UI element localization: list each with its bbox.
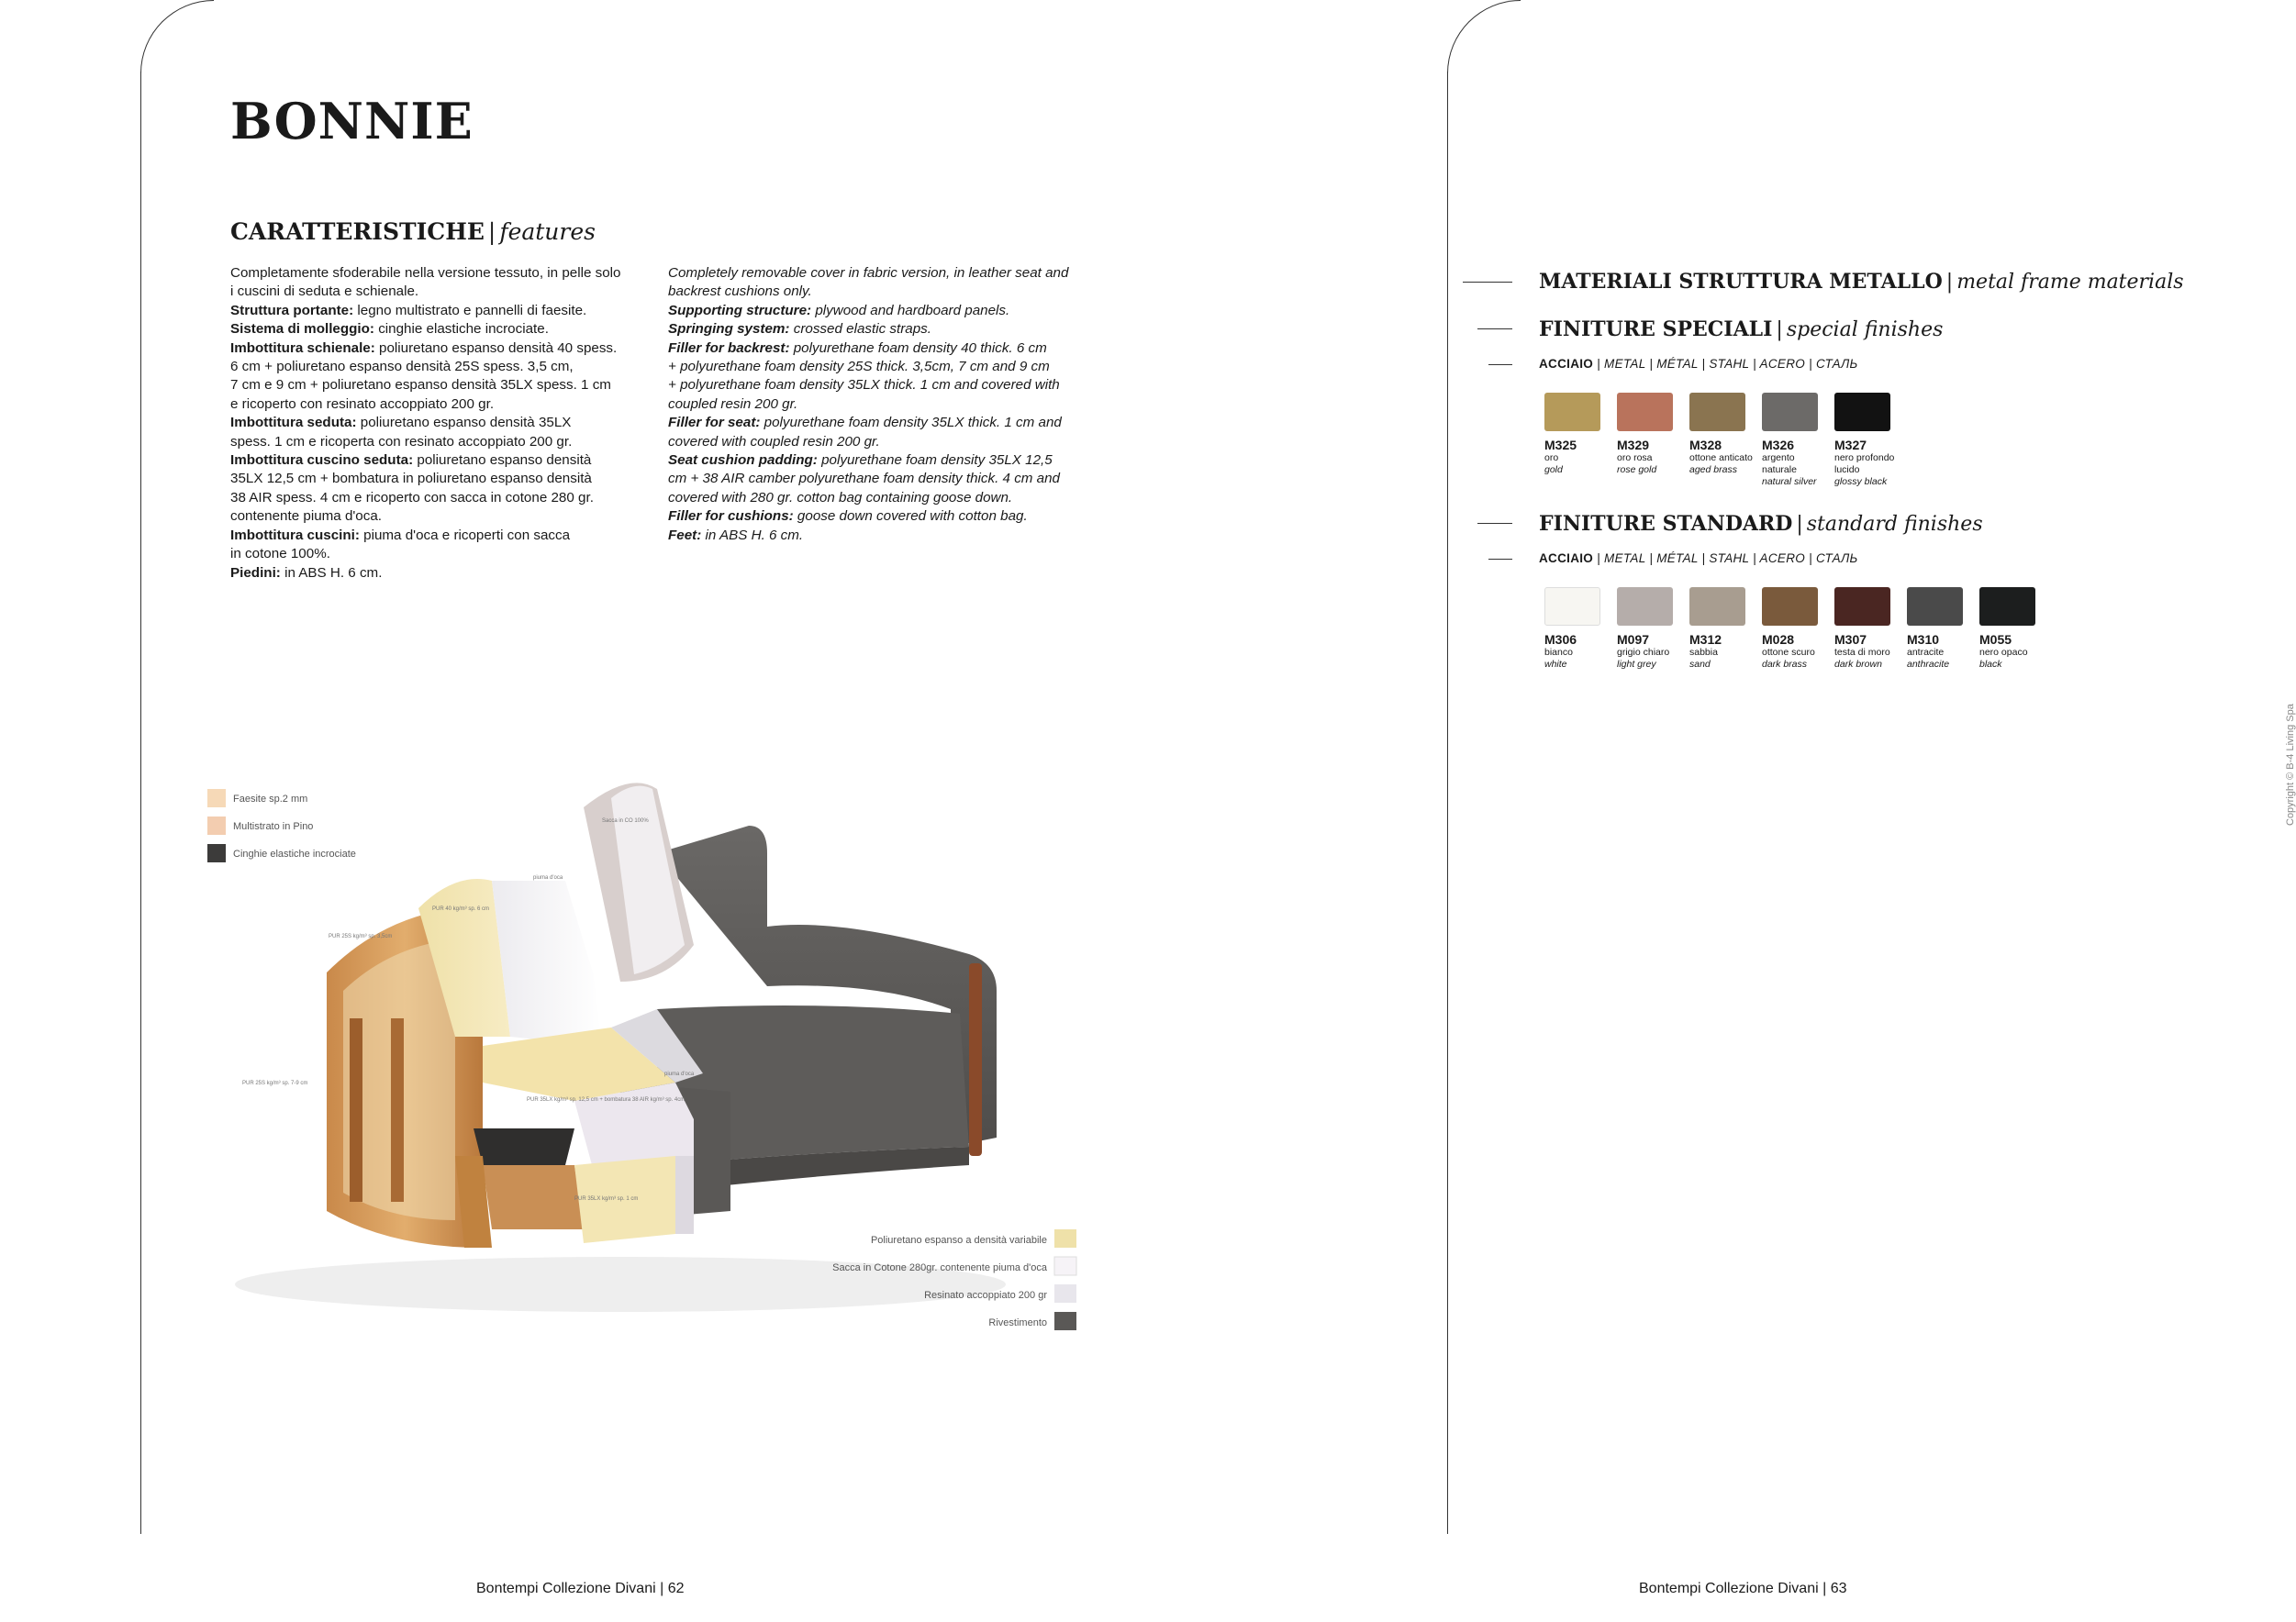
metal-label-translations: | METAL | MÉTAL | STAHL | ACERO | СТАЛЬ xyxy=(1593,357,1858,371)
finish-swatch-m097 xyxy=(1617,587,1673,671)
swatch-code: M326 xyxy=(1762,438,1795,452)
callout-label: PUR 35LX kg/m³ sp. 12,5 cm + bombatura 38 AIR kg/m³ sp. 4cm xyxy=(527,1097,685,1103)
feature-line xyxy=(668,489,1099,507)
swatch-name-italian: nero profondo xyxy=(1834,452,1895,463)
feature-line xyxy=(668,339,1099,358)
swatch-name-english: aged brass xyxy=(1689,464,1737,475)
feature-text: e ricoperto con resinato accoppiato 200 gr. xyxy=(230,395,495,412)
feature-line xyxy=(230,376,662,394)
feature-text: polyurethane foam density 35LX thick. 1 cm and xyxy=(760,415,1062,431)
swatch-name-english: rose gold xyxy=(1617,464,1657,475)
feature-label: Imbottitura schienale: xyxy=(230,339,375,356)
callout-label: PUR 25S kg/m³ sp. 3,5cm xyxy=(329,934,393,939)
swatch-name-italian: naturale xyxy=(1762,464,1797,475)
swatch-name-english: glossy black xyxy=(1834,476,1888,487)
finish-swatch-m327 xyxy=(1834,393,1895,488)
swatch-name-english: gold xyxy=(1544,464,1563,475)
standard-finishes-swatches xyxy=(1544,587,2035,671)
feature-text: in cotone 100%. xyxy=(230,546,330,562)
features-text-english xyxy=(668,264,1099,545)
feature-line xyxy=(230,339,662,358)
swatch-name-italian: bianco xyxy=(1544,647,1573,658)
callout-label: Sacca in CO 100% xyxy=(602,818,649,824)
swatch-code: M325 xyxy=(1544,438,1577,452)
feature-text: spess. 1 cm e ricoperta con resinato accoppiato 200 gr. xyxy=(230,433,573,450)
features-heading-caps: CARATTERISTICHE xyxy=(230,218,485,245)
footer-left: Bontempi Collezione Divani | 62 xyxy=(476,1581,685,1596)
materials-heading xyxy=(1539,270,2184,294)
feature-text: poliuretano espanso densità 35LX xyxy=(356,415,572,431)
swatch-name-italian: oro rosa xyxy=(1617,452,1653,463)
legend-label: Poliuretano espanso a densità variabile xyxy=(870,1235,1047,1246)
feature-text: piuma d'oca e ricoperti con sacca xyxy=(359,527,571,543)
finish-swatch-m312 xyxy=(1689,587,1745,671)
feature-line xyxy=(230,283,662,301)
feature-text: covered with 280 gr. cotton bag containing goose down. xyxy=(668,489,1013,505)
heading-rule xyxy=(1477,523,1512,524)
feature-line xyxy=(230,433,662,451)
swatch-code: M055 xyxy=(1979,632,2012,647)
metal-label-strong: ACCIAIO xyxy=(1539,551,1594,565)
heading-separator: | xyxy=(1776,318,1783,341)
swatch-name-english: dark brass xyxy=(1762,659,1808,670)
swatch-code: M306 xyxy=(1544,632,1577,647)
swatch-name-italian: ottone scuro xyxy=(1762,647,1815,658)
heading-rule xyxy=(1477,328,1512,329)
feature-line xyxy=(230,545,662,563)
feature-text: polyurethane foam density 35LX 12,5 xyxy=(817,452,1053,469)
feature-label: Sistema di molleggio: xyxy=(230,321,374,338)
feature-label: Imbottitura seduta: xyxy=(230,415,357,431)
special-heading-caps: FINITURE SPECIALI xyxy=(1539,317,1773,341)
swatch-color xyxy=(1544,393,1600,431)
feature-line xyxy=(230,264,662,283)
page-right-border xyxy=(1447,72,1448,1534)
feature-text: Completamente sfoderabile nella versione tessuto, in pelle solo xyxy=(230,265,621,281)
metal-label-strong: ACCIAIO xyxy=(1539,357,1594,371)
feature-line xyxy=(668,376,1099,394)
callout-label: PUR 35LX kg/m³ sp. 1 cm xyxy=(574,1196,639,1202)
callout-label: PUR 40 kg/m³ sp. 6 cm xyxy=(432,906,490,912)
swatch-name-italian: ottone anticato xyxy=(1689,452,1753,463)
swatch-name-italian: oro xyxy=(1544,452,1559,463)
swatch-code: M028 xyxy=(1762,632,1795,647)
swatch-color xyxy=(1689,393,1745,431)
swatch-color xyxy=(1689,587,1745,626)
feature-line xyxy=(668,264,1099,283)
product-title: BONNIE xyxy=(230,92,474,150)
swatch-code: M329 xyxy=(1617,438,1650,452)
callout-label: piuma d'oca xyxy=(664,1072,695,1077)
materials-heading-caps: MATERIALI STRUTTURA METALLO xyxy=(1539,270,1943,294)
feature-line xyxy=(230,395,662,414)
swatch-code: M097 xyxy=(1617,632,1650,647)
feature-text: crossed elastic straps. xyxy=(789,321,931,338)
feature-text: backrest cushions only. xyxy=(668,283,812,300)
feature-label: Seat cushion padding: xyxy=(668,452,818,469)
legend-label: Rivestimento xyxy=(988,1317,1047,1328)
swatch-name-italian: antracite xyxy=(1907,647,1945,658)
swatch-color xyxy=(1762,587,1818,626)
feature-text: 7 cm e 9 cm + poliuretano espanso densità 35LX spess. 1 cm xyxy=(230,377,611,394)
features-heading-italic: features xyxy=(499,218,596,245)
feature-line xyxy=(230,414,662,432)
feature-text: 6 cm + poliuretano espanso densità 25S spess. 3,5 cm, xyxy=(230,359,574,375)
copyright-text: Copyright © B-4 Living Spa xyxy=(2285,704,2296,826)
heading-rule xyxy=(1463,282,1512,283)
feature-line xyxy=(668,527,1099,545)
finish-swatch-m307 xyxy=(1834,587,1890,671)
feature-text: in ABS H. 6 cm. xyxy=(701,527,804,543)
feature-text: cinghie elastiche incrociate. xyxy=(373,321,549,338)
feature-text: covered with coupled resin 200 gr. xyxy=(668,433,880,450)
sofa-cutaway-diagram xyxy=(180,734,1098,1367)
feature-text: plywood and hardboard panels. xyxy=(811,302,1010,318)
feature-text: + polyurethane foam density 35LX thick. 1 cm and covered with xyxy=(668,377,1060,394)
feature-line xyxy=(668,320,1099,339)
feature-line xyxy=(668,283,1099,301)
sofa-cutaway-illustration xyxy=(180,734,1098,1367)
feature-text: poliuretano espanso densità xyxy=(413,452,592,469)
finish-swatch-m310 xyxy=(1907,587,1963,671)
feature-text: polyurethane foam density 40 thick. 6 cm xyxy=(789,339,1047,356)
swatch-name-english: light grey xyxy=(1617,659,1656,670)
feature-line xyxy=(668,414,1099,432)
metal-rule xyxy=(1488,364,1512,365)
feature-text: goose down covered with cotton bag. xyxy=(793,508,1028,525)
swatch-name-english: anthracite xyxy=(1907,659,1950,670)
heading-separator: | xyxy=(1796,513,1803,536)
heading-separator: | xyxy=(1945,271,1954,294)
feature-line xyxy=(668,433,1099,451)
feature-text: 38 AIR spess. 4 cm e ricoperto con sacca in cotone 280 gr. xyxy=(230,489,594,505)
standard-heading-caps: FINITURE STANDARD xyxy=(1539,512,1793,536)
feature-line xyxy=(668,507,1099,526)
swatch-color xyxy=(1834,393,1890,431)
feature-text: Completely removable cover in fabric version, in leather seat and xyxy=(668,265,1069,281)
metal-label-translations: | METAL | MÉTAL | STAHL | ACERO | СТАЛЬ xyxy=(1593,551,1858,565)
finish-swatch-m325 xyxy=(1544,393,1600,488)
feature-line xyxy=(230,527,662,545)
features-text-italian xyxy=(230,264,662,583)
swatch-color xyxy=(1907,587,1963,626)
feature-text: in ABS H. 6 cm. xyxy=(280,564,383,581)
swatch-code: M310 xyxy=(1907,632,1940,647)
feature-label: Supporting structure: xyxy=(668,302,812,318)
swatch-name-italian: lucido xyxy=(1834,464,1860,475)
feature-text: i cuscini di seduta e schienale. xyxy=(230,283,419,300)
swatch-color xyxy=(1762,393,1818,431)
feature-text: legno multistrato e pannelli di faesite. xyxy=(353,302,587,318)
finish-swatch-m326 xyxy=(1762,393,1818,488)
swatch-name-english: sand xyxy=(1689,659,1711,670)
metal-label-standard xyxy=(1539,551,1858,565)
swatch-color xyxy=(1617,393,1673,431)
special-finishes-heading xyxy=(1539,317,1943,341)
feature-text: contenente piuma d'oca. xyxy=(230,508,383,525)
feature-line xyxy=(230,302,662,320)
feature-line xyxy=(668,451,1099,470)
feature-line xyxy=(230,507,662,526)
feature-line xyxy=(230,451,662,470)
legend-label: Resinato accoppiato 200 gr xyxy=(924,1290,1047,1301)
swatch-name-italian: grigio chiaro xyxy=(1617,647,1670,658)
swatch-name-italian: nero opaco xyxy=(1979,647,2028,658)
footer-right: Bontempi Collezione Divani | 63 xyxy=(1639,1581,1847,1596)
feature-text: 35LX 12,5 cm + bombatura in poliuretano espanso densità xyxy=(230,471,592,487)
standard-heading-italic: standard finishes xyxy=(1806,513,1983,536)
swatch-color xyxy=(1617,587,1673,626)
swatch-name-italian: testa di moro xyxy=(1834,647,1890,658)
feature-line xyxy=(668,302,1099,320)
feature-line xyxy=(230,564,662,583)
swatch-code: M312 xyxy=(1689,632,1722,647)
feature-label: Feet: xyxy=(668,527,702,543)
feature-text: poliuretano espanso densità 40 spess. xyxy=(374,339,618,356)
feature-label: Imbottitura cuscini: xyxy=(230,527,360,543)
swatch-code: M307 xyxy=(1834,632,1867,647)
callout-label: PUR 25S kg/m³ sp. 7-9 cm xyxy=(242,1081,308,1086)
swatch-name-english: dark brown xyxy=(1834,659,1882,670)
finish-swatch-m328 xyxy=(1689,393,1753,488)
swatch-name-english: black xyxy=(1979,659,2002,670)
feature-label: Filler for seat: xyxy=(668,415,761,431)
swatch-name-english: natural silver xyxy=(1762,476,1817,487)
page-left-corner xyxy=(140,0,214,73)
swatch-code: M327 xyxy=(1834,438,1867,452)
swatch-color xyxy=(1979,587,2035,626)
finish-swatch-m306 xyxy=(1544,587,1600,671)
metal-label-special xyxy=(1539,357,1858,371)
feature-line xyxy=(230,320,662,339)
feature-text: cm + 38 AIR camber polyurethane foam density thick. 4 cm and xyxy=(668,471,1060,487)
finish-swatch-m055 xyxy=(1979,587,2035,671)
special-heading-italic: special finishes xyxy=(1786,318,1944,341)
finish-swatch-m028 xyxy=(1762,587,1818,671)
metal-rule xyxy=(1488,559,1512,560)
feature-label: Filler for backrest: xyxy=(668,339,790,356)
materials-heading-italic: metal frame materials xyxy=(1956,271,2184,294)
feature-label: Struttura portante: xyxy=(230,302,354,318)
feature-text: + polyurethane foam density 25S thick. 3,5cm, 7 cm and 9 cm xyxy=(668,359,1050,375)
legend-label: Sacca in Cotone 280gr. contenente piuma d'oca xyxy=(832,1262,1047,1273)
feature-line xyxy=(230,470,662,488)
page-left-border xyxy=(140,72,141,1534)
callout-label: piuma d'oca xyxy=(533,875,563,881)
special-finishes-swatches xyxy=(1544,393,1895,488)
swatch-name-italian: sabbia xyxy=(1689,647,1718,658)
feature-line xyxy=(230,358,662,376)
swatch-color xyxy=(1544,587,1600,626)
feature-label: Filler for cushions: xyxy=(668,508,794,525)
page-right-corner xyxy=(1447,0,1521,73)
features-heading xyxy=(230,218,596,245)
swatch-name-italian: argento xyxy=(1762,452,1795,463)
legend-label: Cinghie elastiche incrociate xyxy=(233,849,356,860)
legend-label: Multistrato in Pino xyxy=(233,821,314,832)
feature-label: Springing system: xyxy=(668,321,790,338)
swatch-name-english: white xyxy=(1544,659,1567,670)
standard-finishes-heading xyxy=(1539,512,1983,536)
swatch-color xyxy=(1834,587,1890,626)
feature-line xyxy=(668,358,1099,376)
feature-label: Imbottitura cuscino seduta: xyxy=(230,452,414,469)
heading-separator: | xyxy=(487,218,496,245)
swatch-code: M328 xyxy=(1689,438,1722,452)
feature-label: Piedini: xyxy=(230,564,281,581)
feature-text: coupled resin 200 gr. xyxy=(668,395,798,412)
finish-swatch-m329 xyxy=(1617,393,1673,488)
feature-line xyxy=(230,489,662,507)
legend-label: Faesite sp.2 mm xyxy=(233,794,308,805)
feature-line xyxy=(668,395,1099,414)
feature-line xyxy=(668,470,1099,488)
